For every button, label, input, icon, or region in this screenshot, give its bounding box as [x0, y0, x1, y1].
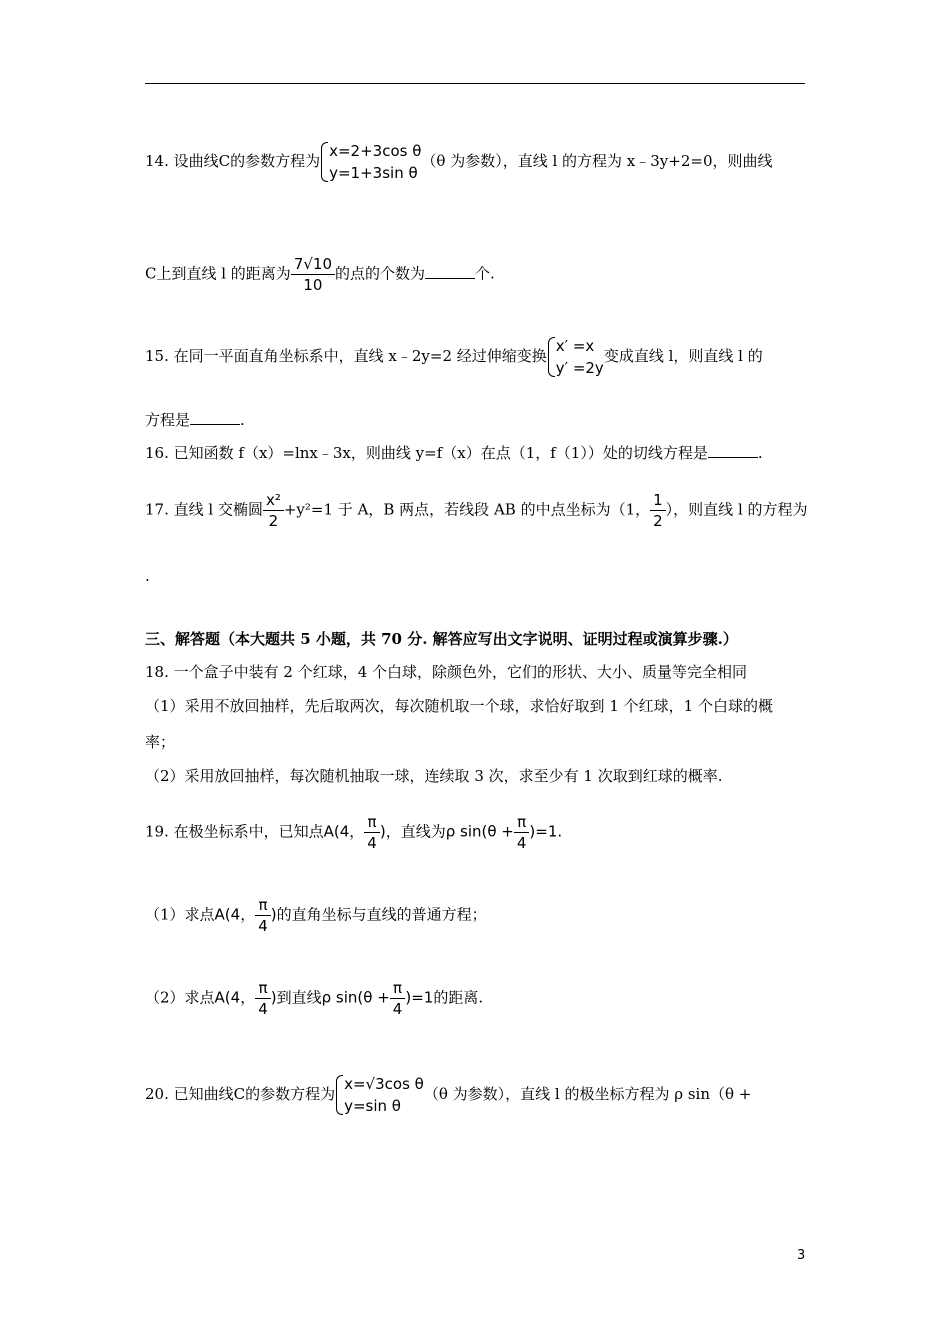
- question-19: [145, 812, 562, 853]
- pi-num: π: [255, 978, 271, 999]
- question-15-line2: [145, 410, 245, 430]
- answer-blank: [190, 410, 240, 425]
- page-number: 3: [797, 1248, 806, 1263]
- q19-part1: [145, 895, 487, 936]
- section-heading: 三、解答题（本大题共 5 小题，共 70 分. 解答应写出文字说明、证明过程或演算步骤.）: [145, 630, 738, 648]
- q19-prefix: 19. 在极坐标系中，已知点: [145, 822, 324, 841]
- q17-half-fraction: [650, 490, 666, 531]
- q20-eq1: x=√3cos θ: [344, 1075, 424, 1093]
- q19-middle: ，直线为: [385, 822, 446, 841]
- pi-over-4-fraction: [255, 895, 271, 936]
- point-a: A(4，: [214, 905, 256, 924]
- q15-line2-end: .: [240, 411, 245, 429]
- q19-p2-prefix: （2）求点: [145, 988, 215, 1007]
- q19-p2-middle: 到直线: [276, 988, 322, 1007]
- q14-line2-end: 个.: [475, 264, 495, 283]
- answer-blank: [425, 264, 475, 279]
- four-den: 4: [367, 834, 377, 852]
- q16-text: 16. 已知函数 f（x）=lnx﹣3x，则曲线 y=f（x）在点（1，f（1））处的切线方程是: [145, 444, 708, 462]
- q17-frac1-den: 2: [268, 512, 279, 530]
- q15-prefix: 15. 在同一平面直角坐标系中，直线 x﹣2y=2 经过伸缩变换: [145, 347, 547, 365]
- q20-parametric-system: [335, 1073, 424, 1117]
- q14-frac-num: 7√10: [291, 254, 335, 275]
- q19-p1-post: 的直角坐标与直线的普通方程；: [276, 905, 487, 924]
- q14-middle: （θ 为参数），直线 l 的方程为 x﹣3y+2=0，则曲线: [421, 152, 773, 170]
- q15-line2-prefix: 方程是: [145, 411, 191, 429]
- question-17: [145, 490, 808, 531]
- q19-part2: [145, 978, 483, 1019]
- q17-line2: .: [145, 567, 150, 585]
- pi-num: π: [390, 978, 406, 999]
- q17-middle: +y²=1 于 A，B 两点，若线段 AB 的中点坐标为（1，: [283, 500, 651, 519]
- paren-close: ): [270, 988, 277, 1007]
- question-14-line2: [145, 254, 495, 295]
- q17-post: ），则直线 l 的方程为: [665, 500, 808, 519]
- q18-part1-cont: 率；: [145, 733, 176, 751]
- q14-distance-fraction: [291, 254, 335, 295]
- pi-over-4-fraction: [514, 812, 530, 853]
- q19-p2-post: 的距离.: [433, 988, 484, 1007]
- question-16: [145, 443, 763, 463]
- four-den: 4: [392, 1000, 403, 1018]
- q14-eq2: y=1+3sin θ: [329, 164, 418, 182]
- pi-num: π: [514, 812, 530, 833]
- q14-prefix: 14. 设曲线C的参数方程为: [145, 152, 321, 170]
- header-rule: [145, 83, 805, 84]
- q15-post: 变成直线 l，则直线 l 的: [603, 347, 763, 365]
- four-den: 4: [516, 834, 527, 852]
- polar-line-rhs: )=1: [405, 988, 434, 1007]
- q17-frac2-num: 1: [650, 490, 666, 511]
- pi-over-4-fraction: [390, 978, 406, 1019]
- polar-line-rhs: )=1.: [529, 822, 563, 841]
- point-a: A(4，: [214, 988, 256, 1007]
- point-a: A(4，: [323, 822, 365, 841]
- q14-eq1: x=2+3cos θ: [329, 142, 422, 160]
- q15-transform-system: [547, 335, 604, 379]
- answer-blank: [708, 443, 758, 458]
- q14-line2-post: 的点的个数为: [335, 264, 426, 283]
- four-den: 4: [258, 917, 268, 935]
- q20-post: （θ 为参数），直线 l 的极坐标方程为 ρ sin（θ +: [423, 1085, 752, 1103]
- pi-over-4-fraction: [255, 978, 271, 1019]
- question-17-line2: [145, 566, 150, 586]
- q14-frac-den: 10: [303, 276, 323, 294]
- q18-part2: （2）采用放回抽样，每次随机抽取一球，连续取 3 次，求至少有 1 次取到红球的概率.: [145, 767, 723, 785]
- q15-eq2: y′ =2y: [555, 359, 604, 377]
- pi-over-4-fraction: [364, 812, 380, 853]
- q20-prefix: 20. 已知曲线C的参数方程为: [145, 1085, 336, 1103]
- q14-line2-prefix: C上到直线 l 的距离为: [145, 264, 291, 283]
- pi-num: π: [255, 895, 271, 916]
- q19-p1-prefix: （1）求点: [145, 905, 215, 924]
- four-den: 4: [258, 1000, 268, 1018]
- q14-parametric-system: [320, 140, 421, 184]
- question-15: [145, 335, 763, 379]
- q17-frac1-num: x²: [263, 490, 284, 511]
- q16-end: .: [757, 444, 763, 462]
- q17-frac2-den: 2: [653, 512, 663, 530]
- polar-line-lhs: ρ sin(θ +: [321, 988, 390, 1007]
- q17-prefix: 17. 直线 l 交椭圆: [145, 500, 263, 519]
- polar-line-lhs: ρ sin(θ +: [445, 822, 514, 841]
- paren-close: ): [270, 905, 277, 924]
- q15-eq1: x′ =x: [555, 337, 595, 355]
- pi-num: π: [364, 812, 380, 833]
- q17-ellipse-fraction: [263, 490, 284, 531]
- question-14: [145, 140, 773, 184]
- q20-eq2: y=sin θ: [344, 1097, 401, 1115]
- paren-close: ): [379, 822, 386, 841]
- question-20: [145, 1073, 751, 1117]
- q18-stem: 18. 一个盒子中装有 2 个红球，4 个白球，除颜色外，它们的形状、大小、质量等完全相同: [145, 663, 748, 681]
- q18-part1: （1）采用不放回抽样，先后取两次，每次随机取一个球，求恰好取到 1 个红球，1 个白球的概: [145, 697, 773, 715]
